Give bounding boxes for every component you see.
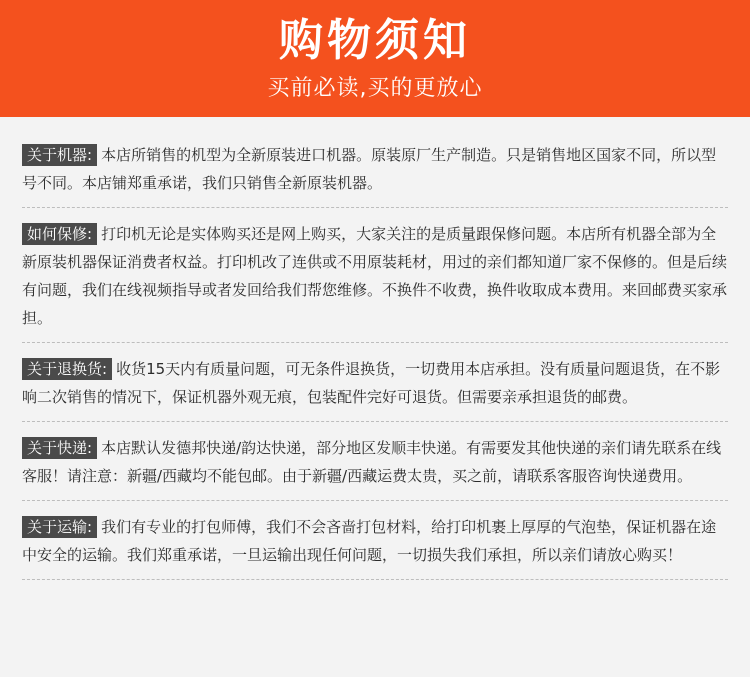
divider [22, 207, 728, 208]
section-shipping [22, 430, 728, 496]
section-text-warranty: 打印机无论是实体购买还是网上购买，大家关注的是质量跟保修问题。本店所有机器全部为全新原装机器保证消费者权益。打印机改了连供或不用原装耗材，用过的亲们都知道厂家不保修的。但是后续有问题，我们在线视频指导或者发回给我们帮您维修。不换件不收费，换件收取成本费用。来回邮费买家承担。 [22, 225, 728, 327]
divider [22, 579, 728, 580]
divider [22, 421, 728, 422]
section-warranty [22, 216, 728, 338]
page-title: 购物须知 [279, 15, 471, 66]
page-subtitle: 买前必读,买的更放心 [267, 76, 483, 101]
section-returns [22, 351, 728, 417]
section-label-returns: 关于退换货: [22, 358, 112, 380]
notice-content [0, 117, 750, 580]
section-text-returns: 收货15天内有质量问题，可无条件退换货，一切费用本店承担。没有质量问题退货，在不影响二次销售的情况下，保证机器外观无痕，包装配件完好可退货。但需要亲承担退货的邮费。 [22, 360, 721, 406]
divider [22, 500, 728, 501]
section-text-machine: 本店所销售的机型为全新原装进口机器。原装原厂生产制造。只是销售地区国家不同，所以型号不同。本店铺郑重承诺，我们只销售全新原装机器。 [22, 146, 717, 192]
section-label-warranty: 如何保修: [22, 223, 97, 245]
section-machine [22, 137, 728, 203]
divider [22, 342, 728, 343]
section-text-shipping: 本店默认发德邦快递/韵达快递，部分地区发顺丰快递。有需要发其他快递的亲们请先联系在线客服！请注意：新疆/西藏均不能包邮。由于新疆/西藏运费太贵，买之前，请联系客服咨询快递费用。 [22, 439, 722, 485]
section-label-machine: 关于机器: [22, 144, 97, 166]
section-label-shipping: 关于快递: [22, 437, 97, 459]
section-transport [22, 509, 728, 575]
section-label-transport: 关于运输: [22, 516, 97, 538]
page-header [0, 0, 750, 117]
section-text-transport: 我们有专业的打包师傅，我们不会吝啬打包材料，给打印机裹上厚厚的气泡垫，保证机器在途中安全的运输。我们郑重承诺，一旦运输出现任何问题，一切损失我们承担，所以亲们请放心购买！ [22, 518, 717, 564]
